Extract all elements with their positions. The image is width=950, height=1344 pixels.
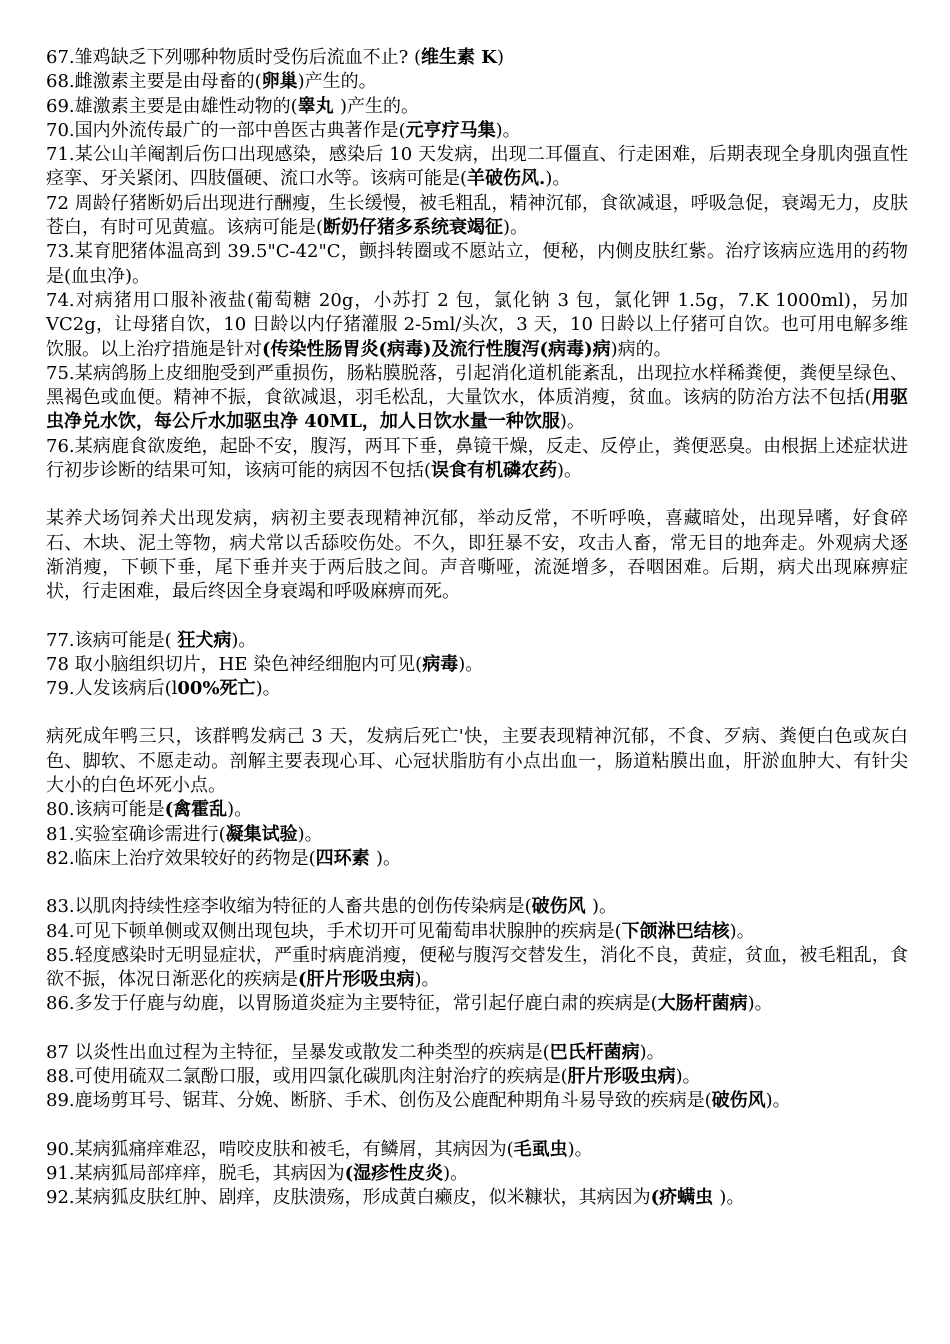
question-text: )。 [495,119,521,141]
question-item [46,1065,908,1089]
answer-text: 巴氏杆菌病 [549,1041,640,1063]
question-item [46,677,908,701]
question-item [46,823,908,847]
answer-text: 下颌淋巴结核 [621,920,730,942]
answer-text: 凝集试验 [225,823,298,845]
answer-text: 元亨疗马集 [405,119,496,141]
answer-text: 四环素 [315,847,376,869]
question-text: 90.某病狐痛痒难忍，啃咬皮肤和被毛，有鳞屑，其病因为( [46,1138,514,1160]
question-item [46,798,908,822]
paragraph-gap [46,605,908,629]
question-text: 91.某病狐局部痒痒，脱毛，其病因为 [46,1162,345,1184]
question-item [46,847,908,871]
answer-text: 大肠杆菌病 [657,993,748,1015]
question-item [46,192,908,241]
document-page [46,46,908,1210]
question-text: )。 [545,168,571,190]
answer-text: 病毒 [422,653,459,675]
question-text: )。 [231,629,257,651]
answer-text: 误食有机磷农药 [431,460,558,482]
question-text: 83.以肌肉持续性痉李收缩为特征的人畜共患的创伤传染病是( [46,896,532,918]
question-item [46,895,908,919]
question-text: 71.某公山羊阉割后伤口出现感染，感染后 10 天发病，出现二耳僵直、行走困难，后期表现全身肌肉强直性痉挛、牙关紧闭、四肢僵硬、流口水等。该病可能是( [46,144,908,190]
paragraph-gap [46,1114,908,1138]
question-text: )。 [747,993,773,1015]
question-item [46,920,908,944]
question-item [46,240,908,289]
question-text: ) [496,47,504,68]
question-item [46,944,908,993]
question-text: 70.国内外流传最广的一部中兽医古典著作是( [46,119,406,141]
question-text: 75.某病鸽肠上皮细胞受到严重损伤，肠粘膜脱落，引起消化道机能紊乱，出现拉水样稀粪便，粪便呈绿色、黑褐色或血便。精神不振，食欲减退，羽毛松乱，大量饮水，体质消瘦，贫血。该病的防治方法不包括( [46,362,908,409]
question-text: )产生的。 [297,71,377,93]
question-text: 86.多发于仔鹿与幼鹿，以胃肠道炎症为主要特征，常引起仔鹿白肃的疾病是( [46,993,658,1015]
question-text: 68.雌激素主要是由母畜的( [46,71,262,93]
question-text: )。 [503,217,529,239]
question-text: 73.某育肥猪体温高到 39.5"C-42"C，颤抖转圈或不愿站立，便秘，内侧皮肤红紫。治疗该病应选用的药物是(血虫净)。 [46,241,908,287]
answer-text: (禽霍乱 [164,799,228,821]
answer-text: 肝片形吸虫病 [567,1065,676,1087]
answer-text: 破伤风 [531,896,592,918]
paragraph-gap [46,871,908,895]
question-item [46,1186,908,1210]
question-item [46,435,908,484]
question-text: )。 [414,969,440,991]
question-item [46,143,908,192]
question-text: 87 以炎性出血过程为主特征，呈暴发或散发二种类型的疾病是( [46,1041,550,1063]
question-text: )。 [639,1041,665,1063]
answer-text: 00%死亡 [177,678,256,700]
question-text: )。 [719,1187,745,1209]
question-item [46,289,908,362]
question-item [46,119,908,143]
question-item [46,629,908,653]
question-text: 77.该病可能是( [46,629,178,651]
question-text: )。 [765,1090,791,1112]
answer-text: (湿疹性皮炎 [344,1162,444,1184]
question-text: 病死成年鸭三只，该群鸭发病己 3 天，发病后死亡'快，主要表现精神沉郁，不食、歹病、粪便白色或灰白色、脚软、不愿走动。剖解主要表现心耳、心冠状脂肪有小点出血一，肠道粘膜出血，肝淤血肿大、有针尖大小的白色坏死小点。 [46,726,908,797]
question-text: )。 [297,823,323,845]
question-text: 82.临床上治疗效果较好的药物是( [46,847,316,869]
question-item [46,725,908,798]
question-text: )。 [567,1138,593,1160]
question-text: 76.某病鹿食欲废绝，起卧不安，腹泻，两耳下垂，鼻镜干燥，反走、反停止，粪便恶臭。由根据上述症状进行初步诊断的结果可知，该病可能的病因不包括( [46,435,908,482]
question-text: 78 取小脑组织切片，HE 染色神经细胞内可见( [46,653,423,675]
paragraph-gap [46,483,908,507]
paragraph-gap [46,1017,908,1041]
question-text: )。 [227,799,253,821]
question-text: 72 周龄仔猪断奶后出现进行酬瘦，生长缓慢，被毛粗乱，精神沉郁，食欲减退，呼吸急促，衰竭无力，皮肤苍白，有时可见黄瘟。该病可能是( [46,192,908,239]
answer-text: (疥螨虫 [650,1187,720,1209]
question-text: 80.该病可能是 [46,799,165,821]
answer-text: (传染性肠胃炎(病毒)及流行性腹泻(病毒)病 [262,338,611,360]
question-text: )产生的。 [339,95,419,117]
answer-text: 卵巢 [261,71,298,93]
paragraph-gap [46,701,908,725]
question-text: 88.可使用硫双二氯酚口服，或用四氯化碳肌肉注射治疗的疾病是( [46,1065,568,1087]
answer-text: 毛虱虫 [513,1138,568,1160]
question-item [46,1041,908,1065]
question-item [46,1162,908,1186]
question-text: 69.雄激素主要是由雄性动物的( [46,95,298,117]
question-text: )。 [591,896,617,918]
question-text: 某养犬场饲养犬出现发病，病初主要表现精神沉郁，举动反常，不听呼唤，喜藏暗处，出现异嗜，好食碎石、木块、泥土等物，病犬常以舌舔咬伤处。不久，即狂暴不安，攻击人畜，常无目的地奔走。外观病犬逐渐消瘦，下顿下垂，尾下垂并夹于两后肢之间。声音嘶哑，流涎增多，吞咽困难。后期，病犬出现麻痹症状，行走困难，最后终因全身衰竭和呼吸麻痹而死。 [46,508,908,603]
question-text: 85.轻度感染时无明显症状，严重时病鹿消瘦，便秘与腹泻交替发生，消化不良，黄症，贫血，被毛粗乱，食欲不振，体况日渐恶化的疾病是 [46,944,908,991]
answer-text: (肝片形吸虫病 [298,969,415,991]
question-text: 89.鹿场剪耳号、锯茸、分娩、断脐、手术、创伤及公鹿配种期角斗易导致的疾病是( [46,1090,712,1112]
answer-text: 羊破伤风. [467,168,546,190]
question-item [46,992,908,1016]
question-text: )。 [729,920,755,942]
question-text: )。 [375,847,401,869]
answer-text: 狂犬病 [177,629,232,651]
question-text: 92.某病狐皮肤红肿、剧痒，皮肤溃殇，形成黄白癞皮，似米糠状，其病因为 [46,1187,651,1209]
question-text: )。 [458,653,484,675]
question-text: 84.可见下顿单侧或双侧出现包块，手术切开可见葡萄串状腺肿的疾病是( [46,920,622,942]
question-text: )。 [443,1162,469,1184]
answer-text: 用驱虫净兑水饮，每公斤水加驱虫净 40ML，加人日饮水量一种饮服 [46,387,908,433]
question-text: 74.对病猪用口服补液盐(葡萄糖 20g，小苏打 2 包，氯化钠 3 包，氯化钾 1.5g，7.K 1000ml)，另加 VC2g，让母猪自饮，10 日龄以内仔猪灌服 2-5ml/头次，3 天，10 日龄以上仔猪可自饮。也可用电解多维饮服。以上治疗措施是针对 [46,289,908,360]
answer-text: 睾丸 [297,95,340,117]
question-text: 81.实验室确诊需进行( [46,823,226,845]
answer-text: 维生素 K [421,47,497,68]
question-text: )。 [559,411,585,433]
question-item [46,1089,908,1113]
question-text: )。 [675,1065,701,1087]
question-text: )病的。 [610,338,672,360]
question-item [46,46,908,70]
question-text: )。 [255,678,281,700]
question-item [46,1138,908,1162]
question-item [46,95,908,119]
question-item [46,507,908,604]
question-text: 67.雏鸡缺乏下列哪种物质时受伤后流血不止? ( [46,47,422,68]
question-text: 79.人发该病后(l [46,678,178,700]
answer-text: 断奶仔猪多系统衰竭征 [323,217,504,239]
question-item [46,362,908,435]
answer-text: 破伤风 [711,1090,766,1112]
question-item [46,653,908,677]
question-text: )。 [557,460,583,482]
question-item [46,70,908,94]
question-list [46,46,908,1210]
